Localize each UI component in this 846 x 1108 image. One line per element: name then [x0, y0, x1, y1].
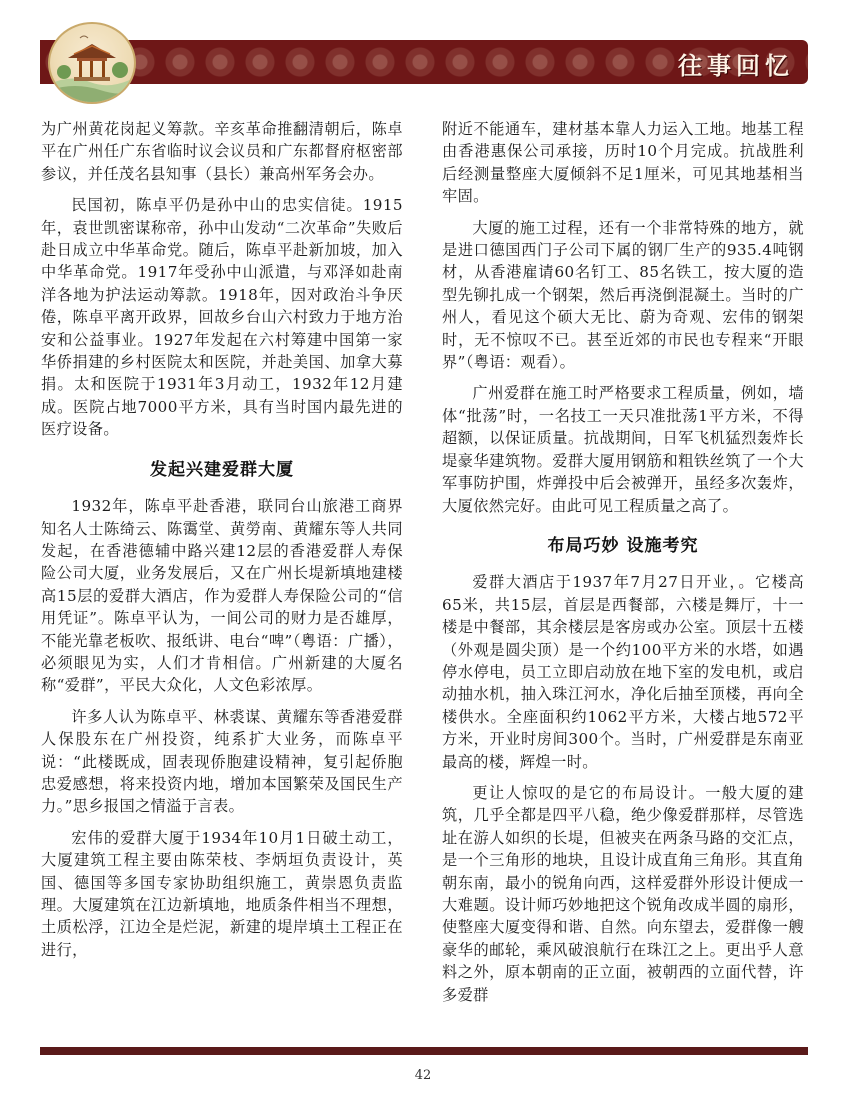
pavilion-emblem-icon — [48, 22, 136, 104]
right-column — [442, 118, 804, 1015]
paragraph: 爱群大酒店于1937年7月27日开业，。它楼高65米，共15层，首层是西餐部，六楼是舞厅，十一楼是中餐部，其余楼层是客房或办公室。顶层十五楼（外观是圆尖顶）是一个约100平方米的水塔，如遇停水停电，员工立即启动放在地下室的发电机，或启动抽水机，抽入珠江河水，净化后抽至顶楼，再向全楼供水。全座面积约1062平方米，大楼占地572平方米，开业时房间300个。当时，广州爱群是东南亚最高的楼，辉煌一时。 — [442, 573, 804, 771]
section-heading: 布局巧妙 设施考究 — [547, 535, 699, 556]
paragraph: 大厦的施工过程，还有一个非常特殊的地方，就是进口德国西门子公司下属的钢厂生产的935.4吨钢材，从香港雇请60名钉工、85名铁工，按大厦的造型先铆扎成一个钢架，然后再浇倒混凝土。当时的广州人，看见这个硕大无比、蔚为奇观、宏伟的钢架时，无不惊叹不已。甚至近郊的市民也专程来“开眼界”（粤语：观看）。 — [442, 218, 804, 372]
paragraph: 宏伟的爱群大厦于1934年10月1日破土动工，大厦建筑工程主要由陈荣枝、李炳垣负责设计，英国、德国等多国专家协助组织施工，黄崇恩负责监理。大厦建筑在江边新填地，地质条件相当不理想，土质松浮，江边全是烂泥，新建的堤岸填土工程正在进行， — [41, 828, 403, 959]
section-banner — [40, 40, 808, 84]
paragraph: 许多人认为陈卓平、林裘谋、黄耀东等香港爱群人保股东在广州投资，纯系扩大业务，而陈卓平说：“此楼既成，固表现侨胞建设精神，复引起侨胞忠爱感想，将来投资内地，增加本国繁荣及国民生产力。”思乡报国之情溢于言表。 — [41, 707, 403, 816]
paragraph: 广州爱群在施工时严格要求工程质量，例如，墙体“批荡”时，一名技工一天只准批荡1平方米，不得超额，以保证质量。抗战期间，日军飞机猛烈轰炸长堤豪华建筑物。爱群大厦用钢筋和粗铁丝筑了一个大军事防护围，炸弹投中后会被弹开，虽经多次轰炸，大厦依然完好。由此可见工程质量之高了。 — [442, 384, 804, 515]
paragraph: 为广州黄花岗起义筹款。辛亥革命推翻清朝后，陈卓平在广州任广东省临时议会议员和广东都督府枢密部参议，并任茂名县知事（县长）兼高州军务会办。 — [41, 120, 403, 183]
paragraph: 附近不能通车，建材基本靠人力运入工地。地基工程由香港惠保公司承接，历时10个月完成。抗战胜利后经测量整座大厦倾斜不足1厘米，可见其地基相当牢固。 — [442, 120, 804, 206]
paragraph: 1932年，陈卓平赴香港，联同台山旅港工商界知名人士陈绮云、陈霭堂、黄勞南、黄耀东等人共同发起，在香港德辅中路兴建12层的香港爱群人寿保险公司大厦，业务发展后，又在广州长堤新填地建楼高15层的爱群大酒店，作为爱群人寿保险公司的“信用凭证”。陈卓平认为，一间公司的财力是否雄厚，不能光靠老板吹、报纸讲、电台“啤”（粤语：广播），必须眼见为实，人们才肯相信。广州新建的大厦名称“爱群”，平民大众化，人文色彩浓厚。 — [41, 497, 403, 695]
page-number: 42 — [414, 1068, 432, 1083]
section-title: 往事回忆 — [678, 51, 794, 80]
paragraph: 更让人惊叹的是它的布局设计。一般大厦的建筑，几乎全都是四平八稳，绝少像爱群那样，尽管选址在游人如织的长堤，但被夹在两条马路的交汇点，是一个三角形的地块，且设计成直角三角形。其直角朝东南，最小的锐角向西，这样爱群外形设计便成一大难题。设计师巧妙地把这个锐角改成半圆的扇形，使整座大厦变得和谐、自然。向东望去，爱群像一艘豪华的邮轮，乘风破浪航行在珠江之上。更出乎人意料之外，原本朝南的正立面，被朝西的立面代替，许多爱群 — [442, 783, 804, 1004]
left-column — [41, 118, 403, 970]
section-heading: 发起兴建爱群大厦 — [150, 459, 294, 480]
paragraph: 民国初，陈卓平仍是孙中山的忠实信徒。1915年，袁世凯密谋称帝，孙中山发动“二次革命”失败后赴日成立中华革命党。随后，陈卓平赴新加坡，加入中华革命党。1917年受孙中山派遣，与邓泽如赴南洋各地为护法运动筹款。1918年，因对政治斗争厌倦，陈卓平离开政界，回故乡台山六村致力于地方治安和公益事业。1927年发起在六村筹建中国第一家华侨捐建的乡村医院太和医院，并赴美国、加拿大募捐。太和医院于1931年3月动工，1932年12月建成。医院占地7000平方米，具有当时国内最先进的医疗设备。 — [41, 196, 403, 439]
footer-divider — [40, 1047, 808, 1055]
